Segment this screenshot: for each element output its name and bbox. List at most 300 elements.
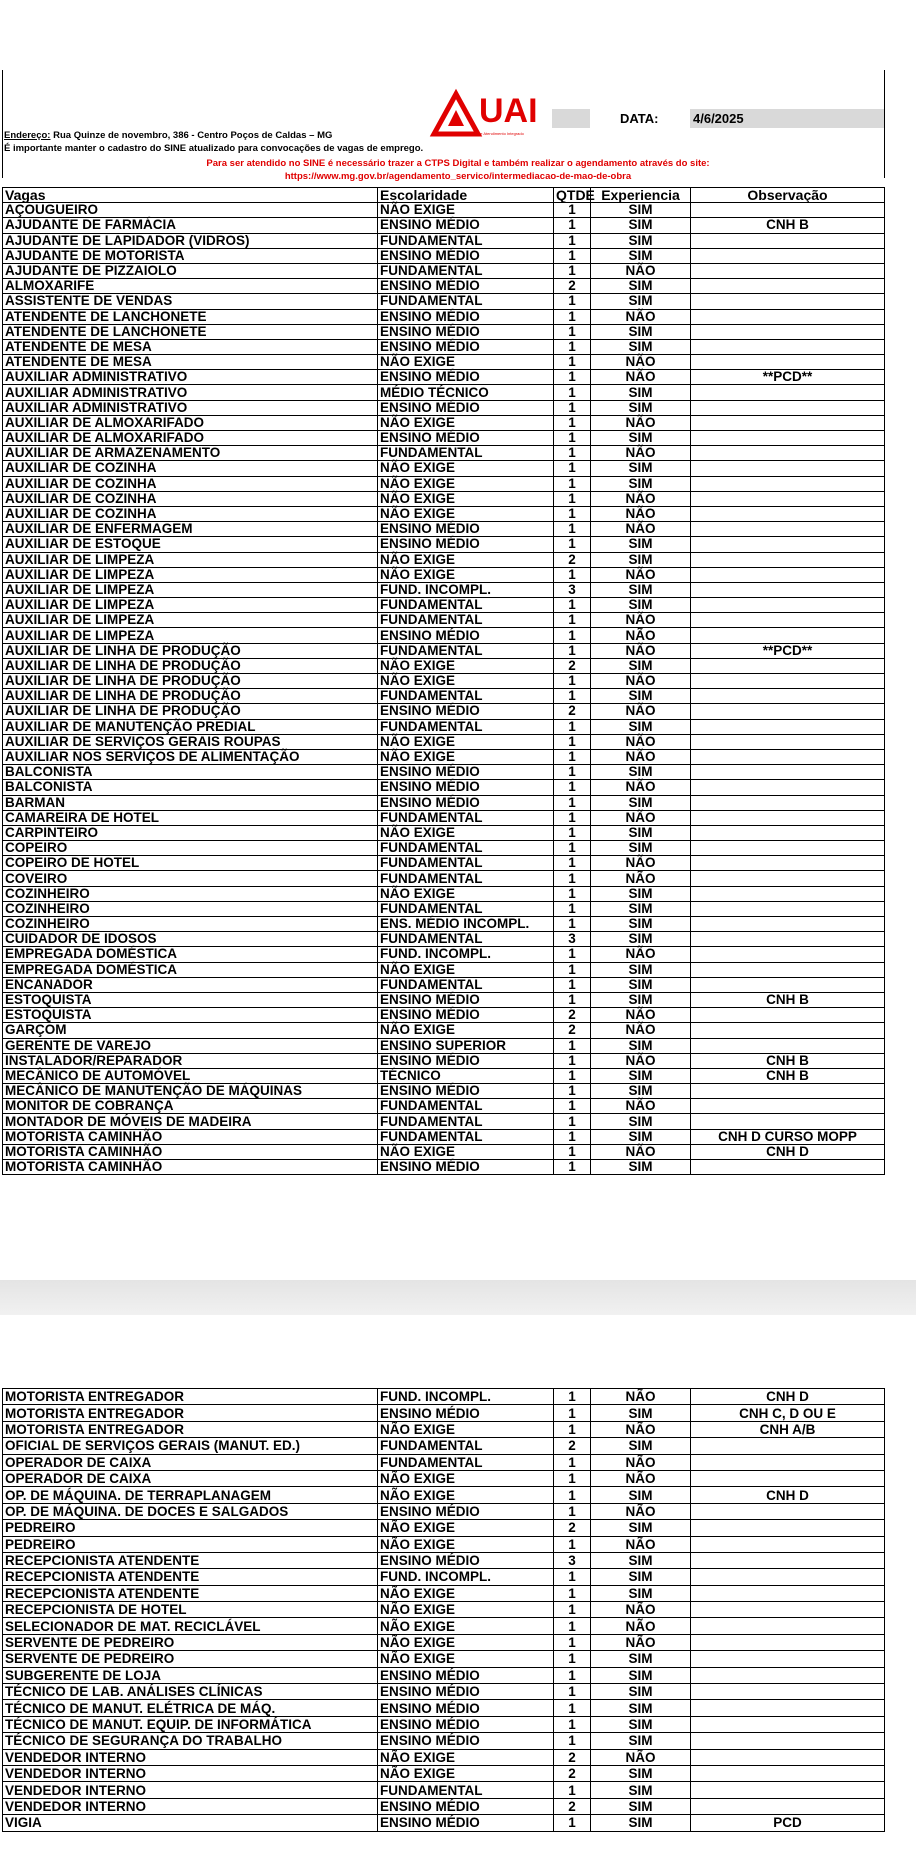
- cell-qtde: 1: [554, 1487, 591, 1503]
- cell-escolaridade: NÃO EXIGE: [378, 1470, 554, 1486]
- registration-note: É importante manter o cadastro do SINE atualizado para convocações de vagas de emprego.: [4, 143, 424, 154]
- table-row: [3, 962, 885, 977]
- cell-qtde: 1: [554, 689, 591, 704]
- cell-experiencia: SIM: [591, 400, 691, 415]
- cell-observacao: CNH B: [691, 1068, 885, 1083]
- cell-observacao: [691, 795, 885, 810]
- cell-vaga: ASSISTENTE DE VENDAS: [3, 294, 378, 309]
- cell-vaga: BALCONISTA: [3, 780, 378, 795]
- table-row: [3, 415, 885, 430]
- table-row: [3, 810, 885, 825]
- cell-qtde: 1: [554, 992, 591, 1007]
- table-row: [3, 1503, 885, 1519]
- cell-observacao: PCD: [691, 1815, 885, 1831]
- cell-observacao: [691, 1798, 885, 1814]
- table-row: [3, 1618, 885, 1634]
- cell-observacao: [691, 309, 885, 324]
- cell-vaga: VENDEDOR INTERNO: [3, 1765, 378, 1781]
- cell-escolaridade: FUNDAMENTAL: [378, 810, 554, 825]
- cell-experiencia: SIM: [591, 992, 691, 1007]
- cell-vaga: ATENDENTE DE LANCHONETE: [3, 309, 378, 324]
- cell-escolaridade: NÃO EXIGE: [378, 355, 554, 370]
- table-row: [3, 871, 885, 886]
- cell-qtde: 1: [554, 355, 591, 370]
- cell-qtde: 2: [554, 1798, 591, 1814]
- header-qtde: QTDE: [554, 188, 591, 203]
- cell-escolaridade: ENSINO MÉDIO: [378, 248, 554, 263]
- cell-vaga: EMPREGADA DOMÉSTICA: [3, 962, 378, 977]
- table-row: [3, 446, 885, 461]
- table-row: [3, 780, 885, 795]
- cell-vaga: ATENDENTE DE MESA: [3, 339, 378, 354]
- cell-experiencia: NÃO: [591, 1634, 691, 1650]
- cell-experiencia: SIM: [591, 841, 691, 856]
- cell-escolaridade: FUND. INCOMPL.: [378, 1389, 554, 1405]
- table-row: [3, 719, 885, 734]
- cell-observacao: [691, 1569, 885, 1585]
- cell-experiencia: NÃO: [591, 309, 691, 324]
- cell-vaga: MOTORISTA CAMINHÃO: [3, 1160, 378, 1175]
- cell-experiencia: SIM: [591, 431, 691, 446]
- cell-escolaridade: FUNDAMENTAL: [378, 977, 554, 992]
- cell-observacao: [691, 1470, 885, 1486]
- jobs-table-page-1: [2, 187, 885, 1175]
- cell-experiencia: NÃO: [591, 1618, 691, 1634]
- table-row: [3, 1716, 885, 1732]
- table-row: [3, 476, 885, 491]
- cell-escolaridade: ENSINO SUPERIOR: [378, 1038, 554, 1053]
- cell-vaga: ATENDENTE DE LANCHONETE: [3, 324, 378, 339]
- cell-escolaridade: NÃO EXIGE: [378, 1144, 554, 1159]
- cell-experiencia: SIM: [591, 1552, 691, 1568]
- cell-observacao: [691, 400, 885, 415]
- cell-experiencia: SIM: [591, 1733, 691, 1749]
- cell-experiencia: SIM: [591, 233, 691, 248]
- cell-observacao: [691, 431, 885, 446]
- cell-observacao: [691, 461, 885, 476]
- cell-qtde: 1: [554, 917, 591, 932]
- cell-qtde: 1: [554, 1667, 591, 1683]
- cell-experiencia: NÃO: [591, 506, 691, 521]
- cell-escolaridade: FUNDAMENTAL: [378, 871, 554, 886]
- cell-vaga: RECEPCIONISTA DE HOTEL: [3, 1602, 378, 1618]
- table-row: [3, 674, 885, 689]
- cell-observacao: [691, 658, 885, 673]
- cell-escolaridade: FUNDAMENTAL: [378, 856, 554, 871]
- table-row: [3, 400, 885, 415]
- cell-experiencia: SIM: [591, 339, 691, 354]
- cell-qtde: 1: [554, 1053, 591, 1068]
- table-row: [3, 749, 885, 764]
- cell-observacao: [691, 1536, 885, 1552]
- cell-escolaridade: ENSINO MÉDIO: [378, 1160, 554, 1175]
- cell-experiencia: SIM: [591, 294, 691, 309]
- cell-vaga: TÉCNICO DE SEGURANÇA DO TRABALHO: [3, 1733, 378, 1749]
- cell-vaga: VENDEDOR INTERNO: [3, 1749, 378, 1765]
- cell-escolaridade: NÃO EXIGE: [378, 962, 554, 977]
- cell-experiencia: NÃO: [591, 871, 691, 886]
- cell-vaga: COZINHEIRO: [3, 901, 378, 916]
- table-row: [3, 1782, 885, 1798]
- cell-vaga: AUXILIAR DE LIMPEZA: [3, 598, 378, 613]
- cell-vaga: TÉCNICO DE LAB. ANÁLISES CLÍNICAS: [3, 1684, 378, 1700]
- cell-experiencia: NÃO: [591, 1749, 691, 1765]
- cell-observacao: CNH B: [691, 992, 885, 1007]
- sine-url[interactable]: https://www.mg.gov.br/agendamento_servico/intermediacao-de-mao-de-obra: [284, 171, 632, 182]
- cell-observacao: [691, 567, 885, 582]
- cell-qtde: 1: [554, 370, 591, 385]
- cell-vaga: ALMOXARIFE: [3, 279, 378, 294]
- cell-experiencia: SIM: [591, 598, 691, 613]
- header-escolaridade: Escolaridade: [378, 188, 554, 203]
- cell-escolaridade: ENSINO MÉDIO: [378, 279, 554, 294]
- cell-escolaridade: ENSINO MÉDIO: [378, 309, 554, 324]
- cell-vaga: COPEIRO DE HOTEL: [3, 856, 378, 871]
- cell-observacao: [691, 233, 885, 248]
- cell-qtde: 3: [554, 582, 591, 597]
- cell-escolaridade: ENSINO MÉDIO: [378, 370, 554, 385]
- cell-escolaridade: NÃO EXIGE: [378, 1421, 554, 1437]
- table-row: [3, 1084, 885, 1099]
- cell-vaga: AUXILIAR DE SERVIÇOS GERAIS ROUPAS: [3, 734, 378, 749]
- cell-observacao: [691, 1438, 885, 1454]
- cell-experiencia: NÃO: [591, 567, 691, 582]
- cell-vaga: AJUDANTE DE FARMÁCIA: [3, 218, 378, 233]
- cell-escolaridade: FUNDAMENTAL: [378, 233, 554, 248]
- cell-experiencia: NÃO: [591, 1602, 691, 1618]
- cell-escolaridade: ENSINO MÉDIO: [378, 1798, 554, 1814]
- date-value: 4/6/2025: [690, 109, 884, 128]
- cell-vaga: AJUDANTE DE PIZZAIOLO: [3, 263, 378, 278]
- cell-observacao: [691, 932, 885, 947]
- cell-escolaridade: MÉDIO TÉCNICO: [378, 385, 554, 400]
- logo-subtext: Unidade de Atendimento Integrado: [462, 131, 524, 136]
- cell-qtde: 1: [554, 795, 591, 810]
- table-row: [3, 765, 885, 780]
- cell-observacao: [691, 1733, 885, 1749]
- cell-observacao: [691, 324, 885, 339]
- cell-vaga: AUXILIAR DE LIMPEZA: [3, 628, 378, 643]
- cell-escolaridade: NÃO EXIGE: [378, 734, 554, 749]
- cell-qtde: 1: [554, 400, 591, 415]
- cell-vaga: AUXILIAR ADMINISTRATIVO: [3, 385, 378, 400]
- cell-escolaridade: NÃO EXIGE: [378, 1618, 554, 1634]
- table-row: [3, 992, 885, 1007]
- cell-vaga: COPEIRO: [3, 841, 378, 856]
- table-row: [3, 917, 885, 932]
- cell-experiencia: NÃO: [591, 643, 691, 658]
- table-row: [3, 218, 885, 233]
- cell-observacao: [691, 263, 885, 278]
- cell-experiencia: SIM: [591, 537, 691, 552]
- cell-experiencia: NÃO: [591, 1099, 691, 1114]
- cell-observacao: CNH B: [691, 218, 885, 233]
- cell-experiencia: SIM: [591, 1684, 691, 1700]
- cell-experiencia: SIM: [591, 1114, 691, 1129]
- cell-experiencia: SIM: [591, 1569, 691, 1585]
- cell-qtde: 1: [554, 431, 591, 446]
- cell-experiencia: NÃO: [591, 947, 691, 962]
- cell-vaga: AUXILIAR DE LINHA DE PRODUÇÃO: [3, 674, 378, 689]
- cell-observacao: [691, 476, 885, 491]
- cell-observacao: CNH D: [691, 1389, 885, 1405]
- cell-experiencia: SIM: [591, 765, 691, 780]
- cell-qtde: 1: [554, 734, 591, 749]
- table-row: [3, 1569, 885, 1585]
- cell-vaga: COZINHEIRO: [3, 917, 378, 932]
- cell-qtde: 1: [554, 749, 591, 764]
- table-row: [3, 947, 885, 962]
- cell-escolaridade: FUNDAMENTAL: [378, 1454, 554, 1470]
- cell-escolaridade: ENSINO MÉDIO: [378, 1815, 554, 1831]
- cell-observacao: [691, 704, 885, 719]
- table-row: [3, 901, 885, 916]
- cell-experiencia: NÃO: [591, 780, 691, 795]
- cell-escolaridade: NÃO EXIGE: [378, 1651, 554, 1667]
- cell-vaga: EMPREGADA DOMÉSTICA: [3, 947, 378, 962]
- cell-vaga: AUXILIAR DE MANUTENÇÃO PREDIAL: [3, 719, 378, 734]
- cell-qtde: 1: [554, 1733, 591, 1749]
- cell-vaga: ATENDENTE DE MESA: [3, 355, 378, 370]
- cell-qtde: 1: [554, 719, 591, 734]
- table-row: [3, 1487, 885, 1503]
- cell-experiencia: NÃO: [591, 491, 691, 506]
- cell-qtde: 1: [554, 1585, 591, 1601]
- cell-vaga: SERVENTE DE PEDREIRO: [3, 1651, 378, 1667]
- cell-escolaridade: NÃO EXIGE: [378, 1536, 554, 1552]
- cell-vaga: MONITOR DE COBRANÇA: [3, 1099, 378, 1114]
- table-row: [3, 1749, 885, 1765]
- cell-observacao: [691, 1503, 885, 1519]
- table-row: [3, 1520, 885, 1536]
- cell-qtde: 1: [554, 522, 591, 537]
- cell-experiencia: SIM: [591, 977, 691, 992]
- table-row: [3, 734, 885, 749]
- cell-experiencia: SIM: [591, 1798, 691, 1814]
- cell-experiencia: SIM: [591, 385, 691, 400]
- cell-qtde: 1: [554, 218, 591, 233]
- table-row: [3, 1389, 885, 1405]
- cell-experiencia: NÃO: [591, 628, 691, 643]
- cell-escolaridade: ENSINO MÉDIO: [378, 1053, 554, 1068]
- cell-experiencia: SIM: [591, 1038, 691, 1053]
- cell-vaga: AJUDANTE DE LAPIDADOR (VIDROS): [3, 233, 378, 248]
- cell-escolaridade: FUNDAMENTAL: [378, 901, 554, 916]
- table-row: [3, 1405, 885, 1421]
- cell-observacao: [691, 1454, 885, 1470]
- cell-observacao: [691, 1651, 885, 1667]
- cell-experiencia: SIM: [591, 932, 691, 947]
- uai-logo-icon: [432, 92, 554, 136]
- cell-vaga: SUBGERENTE DE LOJA: [3, 1667, 378, 1683]
- cell-experiencia: SIM: [591, 1084, 691, 1099]
- cell-experiencia: NÃO: [591, 1503, 691, 1519]
- cell-experiencia: NÃO: [591, 415, 691, 430]
- cell-observacao: [691, 962, 885, 977]
- cell-experiencia: SIM: [591, 1716, 691, 1732]
- cell-vaga: OPERADOR DE CAIXA: [3, 1454, 378, 1470]
- table-row: [3, 1684, 885, 1700]
- cell-escolaridade: ENSINO MÉDIO: [378, 1716, 554, 1732]
- cell-qtde: 1: [554, 1536, 591, 1552]
- cell-escolaridade: NÃO EXIGE: [378, 567, 554, 582]
- table-row: [3, 1160, 885, 1175]
- cell-observacao: CNH A/B: [691, 1421, 885, 1437]
- cell-observacao: [691, 415, 885, 430]
- cell-observacao: CNH C, D OU E: [691, 1405, 885, 1421]
- cell-experiencia: NÃO: [591, 263, 691, 278]
- cell-escolaridade: ENSINO MÉDIO: [378, 704, 554, 719]
- cell-qtde: 1: [554, 1782, 591, 1798]
- cell-observacao: [691, 765, 885, 780]
- cell-qtde: 1: [554, 643, 591, 658]
- cell-vaga: AUXILIAR DE ALMOXARIFADO: [3, 415, 378, 430]
- cell-vaga: CARPINTEIRO: [3, 825, 378, 840]
- cell-vaga: CAMAREIRA DE HOTEL: [3, 810, 378, 825]
- cell-escolaridade: NÃO EXIGE: [378, 552, 554, 567]
- cell-observacao: **PCD**: [691, 643, 885, 658]
- cell-vaga: AUXILIAR ADMINISTRATIVO: [3, 370, 378, 385]
- cell-vaga: AUXILIAR DE LINHA DE PRODUÇÃO: [3, 689, 378, 704]
- table-row: [3, 461, 885, 476]
- cell-qtde: 2: [554, 1765, 591, 1781]
- cell-qtde: 1: [554, 871, 591, 886]
- cell-qtde: 1: [554, 324, 591, 339]
- cell-vaga: AUXILIAR DE LINHA DE PRODUÇÃO: [3, 704, 378, 719]
- cell-vaga: MECÂNICO DE MANUTENÇÃO DE MÁQUINAS: [3, 1084, 378, 1099]
- cell-experiencia: NÃO: [591, 1053, 691, 1068]
- cell-observacao: [691, 734, 885, 749]
- cell-escolaridade: FUNDAMENTAL: [378, 446, 554, 461]
- cell-experiencia: SIM: [591, 825, 691, 840]
- cell-observacao: [691, 1099, 885, 1114]
- cell-experiencia: NÃO: [591, 1536, 691, 1552]
- cell-escolaridade: FUNDAMENTAL: [378, 719, 554, 734]
- cell-qtde: 1: [554, 385, 591, 400]
- cell-vaga: OP. DE MÁQUINA. DE TERRAPLANAGEM: [3, 1487, 378, 1503]
- cell-escolaridade: ENSINO MÉDIO: [378, 324, 554, 339]
- cell-escolaridade: NÃO EXIGE: [378, 658, 554, 673]
- cell-qtde: 3: [554, 1552, 591, 1568]
- cell-experiencia: SIM: [591, 476, 691, 491]
- table-row: [3, 1536, 885, 1552]
- cell-escolaridade: NÃO EXIGE: [378, 203, 554, 218]
- cell-qtde: 1: [554, 1618, 591, 1634]
- table-row: [3, 339, 885, 354]
- cell-vaga: AUXILIAR DE COZINHA: [3, 491, 378, 506]
- cell-escolaridade: NÃO EXIGE: [378, 1765, 554, 1781]
- cell-observacao: [691, 1008, 885, 1023]
- cell-qtde: 1: [554, 1084, 591, 1099]
- cell-experiencia: SIM: [591, 1585, 691, 1601]
- cell-observacao: [691, 537, 885, 552]
- cell-vaga: MOTORISTA CAMINHÃO: [3, 1144, 378, 1159]
- cell-vaga: GARÇOM: [3, 1023, 378, 1038]
- cell-escolaridade: NÃO EXIGE: [378, 491, 554, 506]
- address-label: Endereço:: [4, 130, 51, 141]
- cell-observacao: [691, 628, 885, 643]
- cell-experiencia: SIM: [591, 719, 691, 734]
- cell-vaga: AUXILIAR DE LIMPEZA: [3, 613, 378, 628]
- cell-vaga: ESTOQUISTA: [3, 992, 378, 1007]
- cell-experiencia: SIM: [591, 795, 691, 810]
- table-row: [3, 1602, 885, 1618]
- cell-observacao: [691, 841, 885, 856]
- cell-escolaridade: NÃO EXIGE: [378, 749, 554, 764]
- cell-experiencia: NÃO: [591, 355, 691, 370]
- cell-qtde: 2: [554, 552, 591, 567]
- table-row: [3, 567, 885, 582]
- cell-observacao: [691, 674, 885, 689]
- header-observacao: Observação: [691, 188, 885, 203]
- cell-observacao: [691, 1618, 885, 1634]
- cell-escolaridade: NÃO EXIGE: [378, 1634, 554, 1650]
- cell-qtde: 1: [554, 962, 591, 977]
- date-label: DATA:: [620, 111, 659, 126]
- cell-qtde: 1: [554, 309, 591, 324]
- cell-vaga: AUXILIAR DE ESTOQUE: [3, 537, 378, 552]
- cell-escolaridade: ENSINO MÉDIO: [378, 795, 554, 810]
- cell-escolaridade: FUNDAMENTAL: [378, 689, 554, 704]
- cell-observacao: [691, 1716, 885, 1732]
- table-row: [3, 355, 885, 370]
- cell-vaga: PEDREIRO: [3, 1520, 378, 1536]
- cell-qtde: 1: [554, 294, 591, 309]
- cell-qtde: 2: [554, 1023, 591, 1038]
- cell-observacao: [691, 203, 885, 218]
- table-row: [3, 1099, 885, 1114]
- cell-qtde: 1: [554, 1454, 591, 1470]
- cell-experiencia: NÃO: [591, 613, 691, 628]
- cell-observacao: [691, 1782, 885, 1798]
- cell-escolaridade: FUNDAMENTAL: [378, 598, 554, 613]
- cell-experiencia: SIM: [591, 1651, 691, 1667]
- cell-escolaridade: ENSINO MÉDIO: [378, 1405, 554, 1421]
- cell-observacao: [691, 689, 885, 704]
- cell-observacao: [691, 1602, 885, 1618]
- cell-observacao: [691, 1520, 885, 1536]
- cell-qtde: 1: [554, 947, 591, 962]
- cell-observacao: [691, 552, 885, 567]
- cell-escolaridade: FUND. INCOMPL.: [378, 1569, 554, 1585]
- cell-experiencia: SIM: [591, 1129, 691, 1144]
- cell-escolaridade: ENSINO MÉDIO: [378, 780, 554, 795]
- cell-vaga: AUXILIAR DE LIMPEZA: [3, 552, 378, 567]
- cell-experiencia: SIM: [591, 1438, 691, 1454]
- cell-vaga: BARMAN: [3, 795, 378, 810]
- cell-experiencia: SIM: [591, 1160, 691, 1175]
- cell-observacao: [691, 582, 885, 597]
- cell-qtde: 1: [554, 780, 591, 795]
- cell-qtde: 1: [554, 1160, 591, 1175]
- cell-qtde: 1: [554, 856, 591, 871]
- table-row: [3, 598, 885, 613]
- cell-escolaridade: TÉCNICO: [378, 1068, 554, 1083]
- table-row: [3, 658, 885, 673]
- cell-qtde: 1: [554, 1068, 591, 1083]
- cell-observacao: [691, 1700, 885, 1716]
- cell-observacao: [691, 506, 885, 521]
- cell-qtde: 1: [554, 1389, 591, 1405]
- cell-escolaridade: ENSINO MÉDIO: [378, 537, 554, 552]
- cell-observacao: [691, 491, 885, 506]
- cell-escolaridade: ENSINO MÉDIO: [378, 431, 554, 446]
- table-row: [3, 1454, 885, 1470]
- cell-observacao: [691, 446, 885, 461]
- gray-box: [552, 109, 590, 128]
- cell-observacao: [691, 749, 885, 764]
- cell-experiencia: SIM: [591, 689, 691, 704]
